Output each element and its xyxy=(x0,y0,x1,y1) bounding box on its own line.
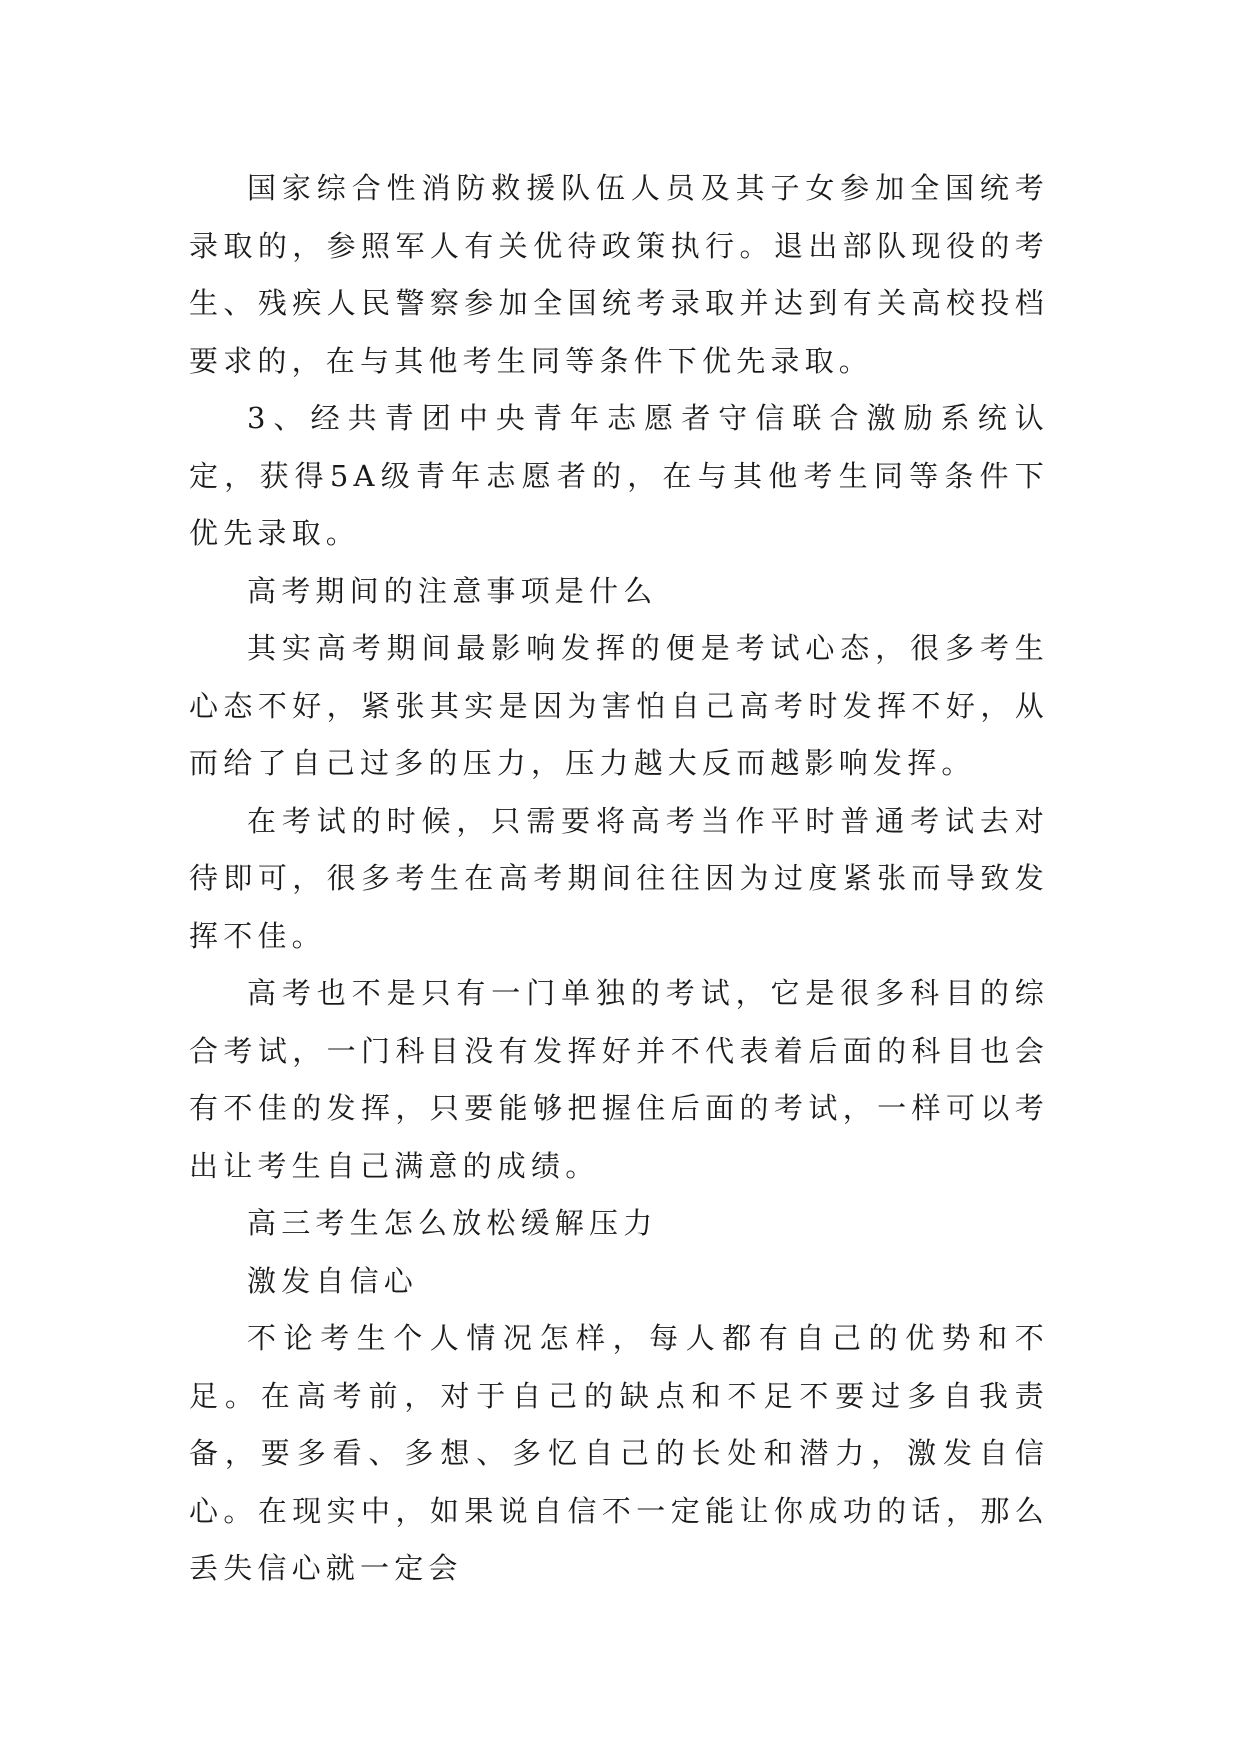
paragraph-exam-mindset: 其实高考期间最影响发挥的便是考试心态，很多考生心态不好，紧张其实是因为害怕自己高考时发挥不好，从而给了自己过多的压力，压力越大反而越影响发挥。 xyxy=(189,631,1049,780)
paragraph-fire-rescue-policy: 国家综合性消防救援队伍人员及其子女参加全国统考录取的，参照军人有关优待政策执行。退出部队现役的考生、残疾人民警察参加全国统考录取并达到有关高校投档要求的，在与其他考生同等条件下优先录取。 xyxy=(189,171,1049,378)
paragraph-multiple-subjects: 高考也不是只有一门单独的考试，它是很多科目的综合考试，一门科目没有发挥好并不代表着后面的科目也会有不佳的发挥，只要能够把握住后面的考试，一样可以考出让考生自己满意的成绩。 xyxy=(189,976,1049,1183)
section-heading-exam-notes: 高考期间的注意事项是什么 xyxy=(247,573,658,608)
paragraph-volunteer-priority: 3、经共青团中央青年志愿者守信联合激励系统认定，获得5A级青年志愿者的，在与其他考生同等条件下优先录取。 xyxy=(189,401,1049,550)
subheading-build-confidence: 激发自信心 xyxy=(247,1263,419,1298)
section-heading-relieve-stress: 高三考生怎么放松缓解压力 xyxy=(247,1206,658,1240)
document-page xyxy=(189,160,1049,1598)
paragraph-treat-as-normal-exam: 在考试的时候，只需要将高考当作平时普通考试去对待即可，很多考生在高考期间往往因为过度紧张而导致发挥不佳。 xyxy=(189,803,1049,953)
paragraph-confidence: 不论考生个人情况怎样，每人都有自己的优势和不足。在高考前，对于自己的缺点和不足不要过多自我责备，要多看、多想、多忆自己的长处和潜力，激发自信心。在现实中，如果说自信不一定能让你成功的话，那么丢失信心就一定会 xyxy=(189,1321,1049,1585)
